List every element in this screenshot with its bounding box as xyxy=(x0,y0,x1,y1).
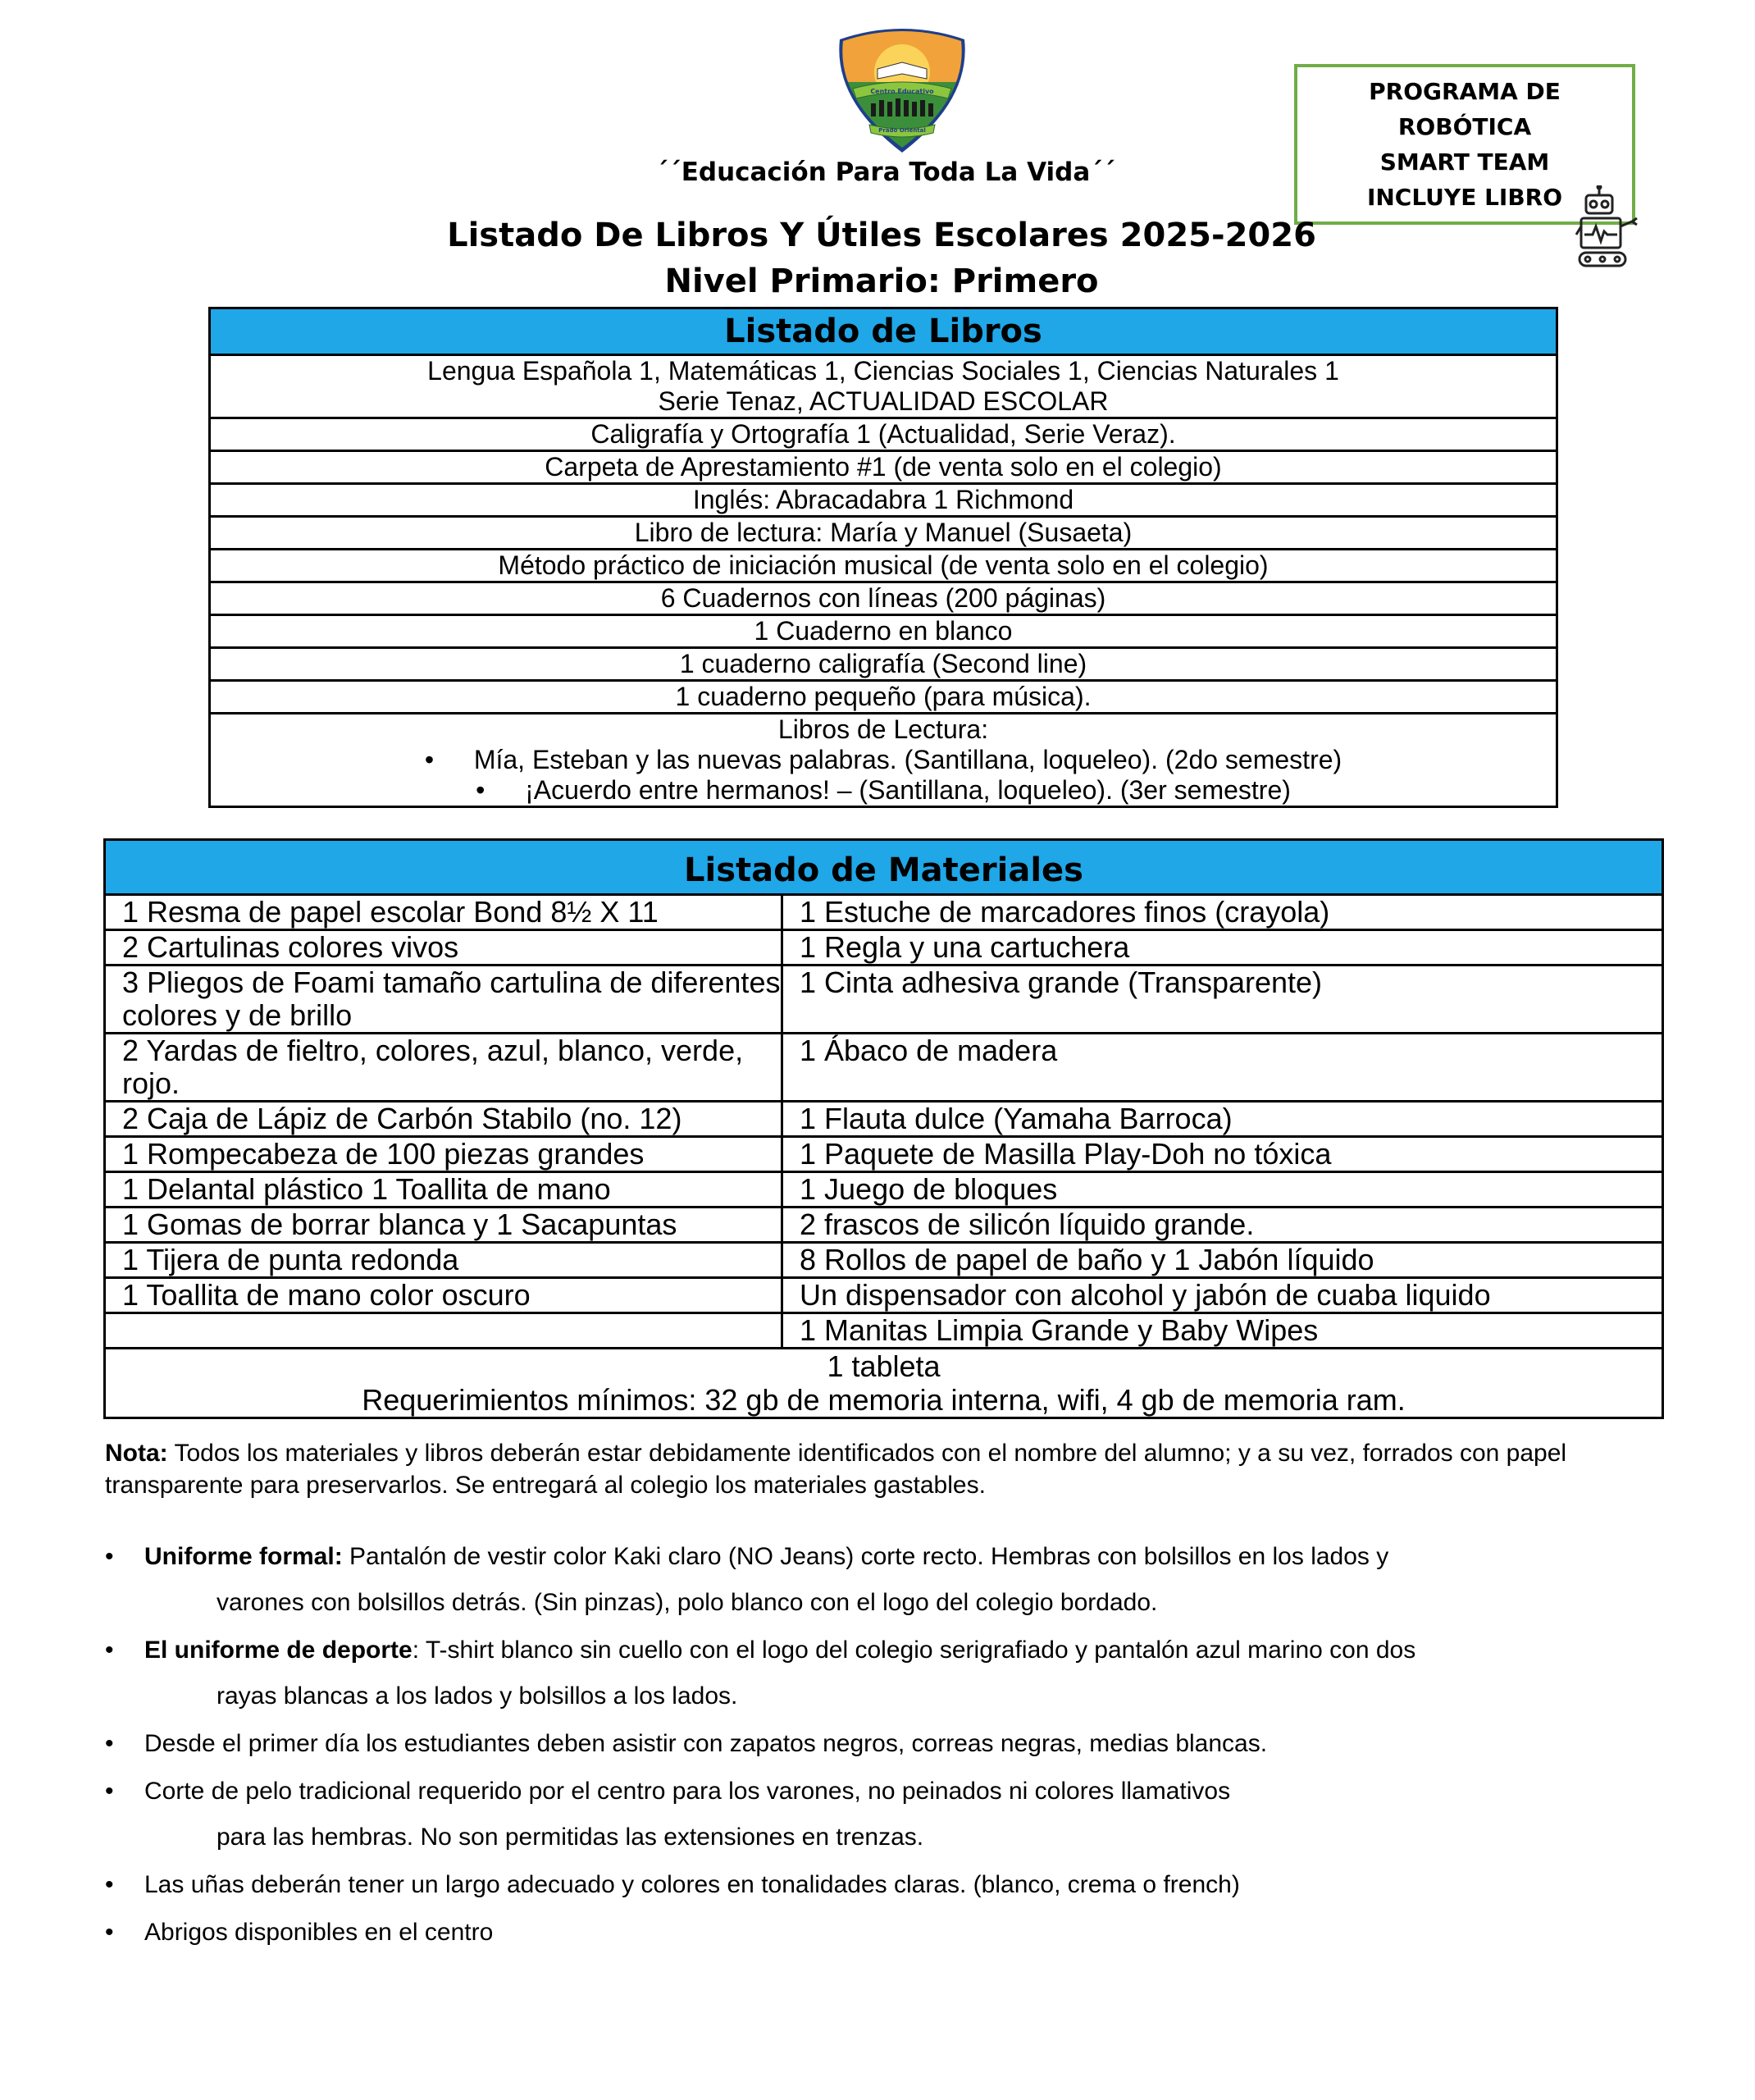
material-cell: 1 Resma de papel escolar Bond 8½ X 11 xyxy=(105,895,782,930)
book-row: Carpeta de Aprestamiento #1 (de venta solo en el colegio) xyxy=(210,451,1557,484)
page-title: Listado De Libros Y Útiles Escolares 2025-2026 xyxy=(447,217,1316,254)
material-cell: 1 Toallita de mano color oscuro xyxy=(105,1278,782,1313)
list-item-bold: Uniforme formal: xyxy=(144,1543,343,1570)
list-item-bold: El uniforme de deporte xyxy=(144,1637,413,1664)
material-cell: 1 Manitas Limpia Grande y Baby Wipes xyxy=(782,1313,1663,1349)
reading-book-text: ¡Acuerdo entre hermanos! – (Santillana, loqueleo). (3er semestre) xyxy=(525,775,1291,805)
materials-table xyxy=(103,838,1664,1419)
tablet-title: 1 tableta xyxy=(827,1349,941,1383)
material-cell: 3 Pliegos de Foami tamaño cartulina de diferentes colores y de brillo xyxy=(105,966,782,1034)
tablet-cell xyxy=(105,1349,1663,1418)
bullet-icon: • xyxy=(105,1730,114,1757)
book-row: Inglés: Abracadabra 1 Richmond xyxy=(210,484,1557,517)
reading-book-item xyxy=(211,745,1556,775)
materials-table-header: Listado de Materiales xyxy=(105,840,1663,895)
material-cell: 1 Regla y una cartuchera xyxy=(782,930,1663,966)
note-text: Todos los materiales y libros deberán estar debidamente identificados con el nombre del alumno; y a su vez, forrados con papel transparente para preservarlos. Se entregará al colegio los materiales gastables. xyxy=(105,1440,1567,1499)
book-row: 1 cuaderno caligrafía (Second line) xyxy=(210,648,1557,681)
note-paragraph xyxy=(105,1437,1663,1501)
robotics-line: INCLUYE LIBRO xyxy=(1366,184,1563,211)
book-row-line: Lengua Española 1, Matemáticas 1, Ciencias Sociales 1, Ciencias Naturales 1 xyxy=(427,356,1339,386)
robotics-line: ROBÓTICA xyxy=(1397,113,1532,140)
material-cell: 2 Yardas de fieltro, colores, azul, blanco, verde, rojo. xyxy=(105,1034,782,1102)
material-cell: 2 Caja de Lápiz de Carbón Stabilo (no. 12) xyxy=(105,1102,782,1137)
list-item xyxy=(105,1541,1663,1618)
list-item-text: Abrigos disponibles en el centro xyxy=(144,1919,494,1946)
school-motto: ´´Educación Para Toda La Vida´´ xyxy=(655,158,1116,187)
book-row: 1 cuaderno pequeño (para música). xyxy=(210,681,1557,714)
page-subtitle: Nivel Primario: Primero xyxy=(664,262,1099,300)
list-item xyxy=(105,1916,1663,1948)
list-item xyxy=(105,1728,1663,1760)
list-item xyxy=(105,1869,1663,1901)
rules-list xyxy=(105,1541,1663,1964)
list-item-continuation: rayas blancas a los lados y bolsillos a los lados. xyxy=(217,1682,738,1710)
book-row: 1 Cuaderno en blanco xyxy=(210,615,1557,648)
table-row xyxy=(105,1102,1663,1137)
robotics-line: PROGRAMA DE xyxy=(1369,78,1561,105)
logo-text-bottom: Prado Oriental xyxy=(878,127,926,134)
material-cell: 1 Ábaco de madera xyxy=(782,1034,1663,1102)
table-row xyxy=(105,1278,1663,1313)
table-row xyxy=(105,1208,1663,1243)
material-cell: 1 Flauta dulce (Yamaha Barroca) xyxy=(782,1102,1663,1137)
table-row xyxy=(105,930,1663,966)
list-item-text: Pantalón de vestir color Kaki claro (NO Jeans) corte recto. Hembras con bolsillos en los lados y xyxy=(342,1543,1389,1570)
material-cell: 1 Tijera de punta redonda xyxy=(105,1243,782,1278)
book-row-line: Serie Tenaz, ACTUALIDAD ESCOLAR xyxy=(658,386,1109,416)
reading-book-item xyxy=(211,775,1556,806)
material-cell: 1 Rompecabeza de 100 piezas grandes xyxy=(105,1137,782,1172)
list-item-continuation: para las hembras. No son permitidas las extensiones en trenzas. xyxy=(217,1824,924,1851)
robotics-line: SMART TEAM xyxy=(1379,148,1550,176)
table-row xyxy=(105,1349,1663,1418)
book-row xyxy=(210,355,1557,418)
reading-books-cell xyxy=(210,714,1557,807)
reading-book-text: Mía, Esteban y las nuevas palabras. (Santillana, loqueleo). (2do semestre) xyxy=(473,745,1342,774)
bullet-icon: • xyxy=(105,1543,114,1570)
table-row xyxy=(105,1172,1663,1208)
table-row xyxy=(105,895,1663,930)
table-row xyxy=(105,966,1663,1034)
list-item-text: Las uñas deberán tener un largo adecuado y colores en tonalidades claras. (blanco, crema o french) xyxy=(144,1871,1240,1898)
material-cell: 1 Cinta adhesiva grande (Transparente) xyxy=(782,966,1663,1034)
logo-text-top: Centro Educativo xyxy=(870,88,934,95)
material-cell: 1 Paquete de Masilla Play-Doh no tóxica xyxy=(782,1137,1663,1172)
table-row xyxy=(105,1034,1663,1102)
books-table-header: Listado de Libros xyxy=(210,308,1557,355)
book-row: 6 Cuadernos con líneas (200 páginas) xyxy=(210,582,1557,615)
bullet-icon: • xyxy=(424,745,435,774)
book-row: Caligrafía y Ortografía 1 (Actualidad, Serie Veraz). xyxy=(210,418,1557,451)
robot-icon xyxy=(1575,185,1642,272)
book-row: Libro de lectura: María y Manuel (Susaeta) xyxy=(210,517,1557,550)
reading-books-title: Libros de Lectura: xyxy=(777,714,989,744)
material-cell: 1 Juego de bloques xyxy=(782,1172,1663,1208)
material-cell: 1 Delantal plástico 1 Toallita de mano xyxy=(105,1172,782,1208)
bullet-icon: • xyxy=(105,1778,114,1805)
book-row: Método práctico de iniciación musical (de venta solo en el colegio) xyxy=(210,550,1557,582)
bullet-icon: • xyxy=(476,775,485,805)
tablet-requirements: Requerimientos mínimos: 32 gb de memoria interna, wifi, 4 gb de memoria ram. xyxy=(362,1383,1406,1417)
list-item xyxy=(105,1775,1663,1853)
school-logo xyxy=(828,25,976,156)
books-table xyxy=(208,307,1558,808)
material-cell xyxy=(105,1313,782,1349)
material-cell: 2 frascos de silicón líquido grande. xyxy=(782,1208,1663,1243)
list-item-text: : T-shirt blanco sin cuello con el logo del colegio serigrafiado y pantalón azul marino con dos xyxy=(412,1637,1416,1664)
material-cell: 2 Cartulinas colores vivos xyxy=(105,930,782,966)
bullet-icon: • xyxy=(105,1919,114,1946)
material-cell: 1 Estuche de marcadores finos (crayola) xyxy=(782,895,1663,930)
list-item-text: Corte de pelo tradicional requerido por el centro para los varones, no peinados ni colores llamativos xyxy=(144,1778,1231,1805)
bullet-icon: • xyxy=(105,1871,114,1898)
list-item xyxy=(105,1634,1663,1712)
bullet-icon: • xyxy=(105,1637,114,1664)
table-row xyxy=(105,1137,1663,1172)
table-row xyxy=(105,1313,1663,1349)
list-item-text: Desde el primer día los estudiantes deben asistir con zapatos negros, correas negras, medias blancas. xyxy=(144,1730,1268,1757)
list-item-continuation: varones con bolsillos detrás. (Sin pinzas), polo blanco con el logo del colegio bordado. xyxy=(217,1589,1158,1616)
material-cell: 8 Rollos de papel de baño y 1 Jabón líquido xyxy=(782,1243,1663,1278)
table-row xyxy=(105,1243,1663,1278)
material-cell: 1 Gomas de borrar blanca y 1 Sacapuntas xyxy=(105,1208,782,1243)
note-label: Nota: xyxy=(105,1440,168,1467)
material-cell: Un dispensador con alcohol y jabón de cuaba liquido xyxy=(782,1278,1663,1313)
